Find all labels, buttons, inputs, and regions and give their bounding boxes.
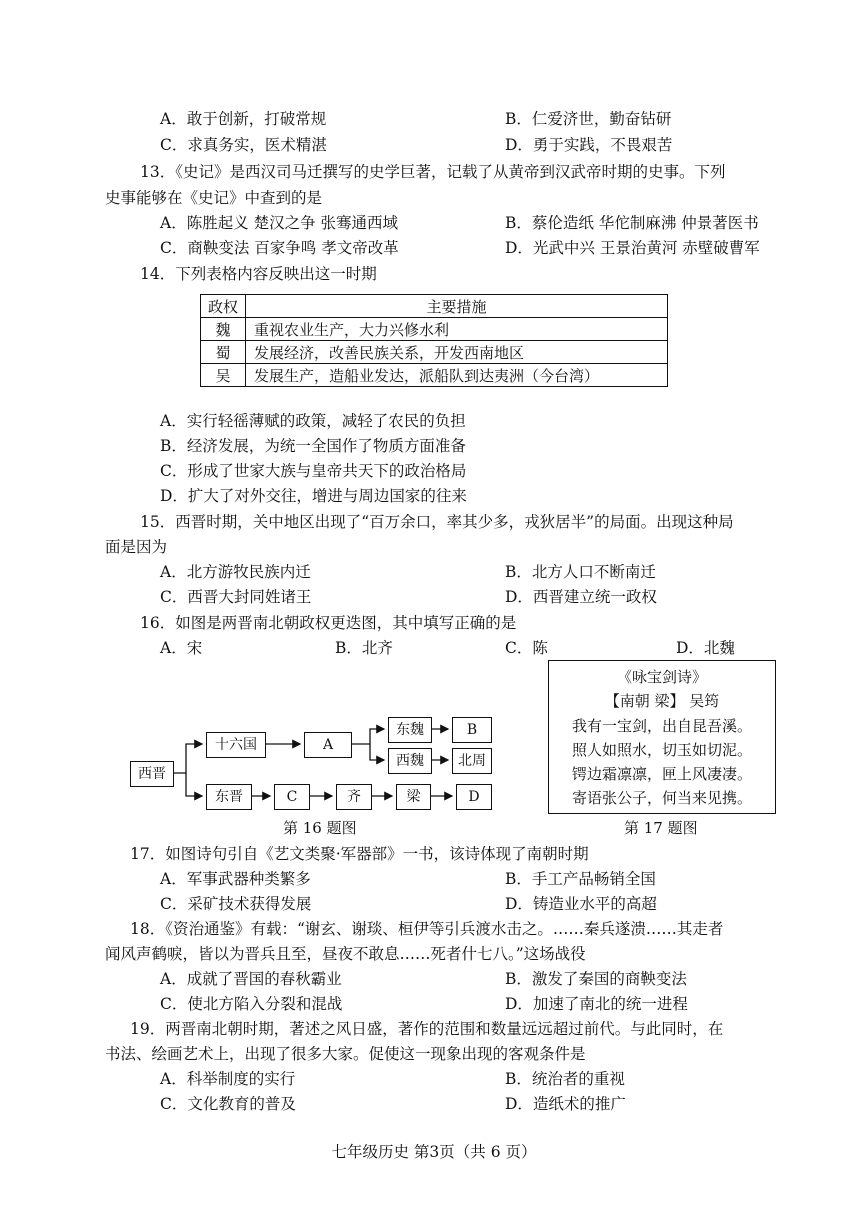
q14-table (200, 294, 668, 387)
q15-option-a: A．北方游牧民族内迁 (160, 563, 311, 581)
q19-option-d: D．造纸术的推广 (505, 1095, 626, 1113)
q16-figure-caption: 第 16 题图 (283, 819, 357, 837)
poem-line: 寄语张公子，何当来见携。 (571, 789, 752, 807)
q17-option-a: A．军事武器种类繁多 (160, 870, 311, 888)
poem-title: 《咏宝剑诗》 (616, 668, 707, 686)
node-d: D (456, 784, 492, 810)
node-dongwei: 东魏 (388, 717, 432, 743)
q17-option-c: C．采矿技术获得发展 (160, 895, 312, 913)
q18-option-c: C．使北方陷入分裂和混战 (160, 995, 343, 1013)
table-cell: 吴 (201, 364, 246, 387)
node-beizhou: 北周 (452, 748, 492, 774)
q12-option-a: A．敢于创新，打破常规 (160, 110, 327, 128)
q14-option-c: C．形成了世家大族与皇帝共天下的政治格局 (160, 462, 467, 480)
node-dongjin: 东晋 (206, 784, 252, 810)
q19-option-b: B．统治者的重视 (505, 1070, 625, 1088)
table-cell: 魏 (201, 318, 246, 341)
node-liang: 梁 (396, 784, 431, 810)
q18-option-a: A．成就了晋国的春秋霸业 (160, 970, 342, 988)
node-xiwei: 西魏 (388, 748, 432, 774)
poem-author: 【南朝 梁】 吴筠 (604, 692, 720, 710)
q13-option-a: A．陈胜起义 楚汉之争 张骞通西域 (160, 214, 399, 232)
q16-option-d: D．北魏 (676, 639, 735, 657)
q19-stem-line1: 19．两晋南北朝时期，著述之风日盛，著作的范围和数量远远超过前代。与此同时，在 (130, 1020, 724, 1038)
q19-stem-line2: 书法、绘画艺术上，出现了很多大家。促使这一现象出现的客观条件是 (105, 1045, 586, 1063)
node-c: C (274, 784, 310, 810)
q17-poem-box (548, 660, 776, 814)
node-shiliuguo: 十六国 (206, 732, 266, 758)
diagram-connectors (124, 712, 504, 822)
q15-stem-line1: 15．西晋时期，关中地区出现了“百万余口，率其少多，戎狄居半”的局面。出现这种局 (140, 513, 734, 531)
q19-option-a: A．科举制度的实行 (160, 1070, 296, 1088)
table-header: 主要措施 (246, 295, 668, 318)
table-row (201, 364, 668, 387)
node-a: A (304, 732, 352, 758)
table-cell: 蜀 (201, 341, 246, 364)
table-cell: 发展经济，改善民族关系，开发西南地区 (246, 341, 668, 364)
table-cell: 发展生产，造船业发达，派船队到达夷洲（今台湾） (246, 364, 668, 387)
q15-option-c: C．西晋大封同姓诸王 (160, 588, 312, 606)
table-row (201, 318, 668, 341)
q12-option-b: B．仁爱济世，勤奋钻研 (505, 110, 672, 128)
node-xijin: 西晋 (130, 761, 174, 787)
q13-stem-line1: 13．《史记》是西汉司马迁撰写的史学巨著，记载了从黄帝到汉武帝时期的史事。下列 (140, 163, 726, 181)
q16-option-c: C．陈 (505, 639, 548, 657)
q18-stem-line2: 闻风声鹤唳，皆以为晋兵且至，昼夜不敢息……死者什七八。”这场战役 (105, 945, 586, 963)
q16-option-a: A．宋 (160, 639, 203, 657)
q15-option-b: B．北方人口不断南迁 (505, 563, 656, 581)
q16-stem: 16．如图是两晋南北朝政权更迭图，其中填写正确的是 (140, 614, 517, 632)
q18-option-b: B．激发了秦国的商鞅变法 (505, 970, 687, 988)
q14-option-b: B．经济发展，为统一全国作了物质方面准备 (160, 437, 466, 455)
q12-option-c: C．求真务实，医术精湛 (160, 136, 327, 154)
q17-option-b: B．手工产品畅销全国 (505, 870, 656, 888)
q17-option-d: D．铸造业水平的高超 (505, 895, 657, 913)
page-footer: 七年级历史 第3页（共 6 页） (331, 1143, 537, 1161)
q14-option-a: A．实行轻徭薄赋的政策，减轻了农民的负担 (160, 412, 466, 430)
q13-option-b: B．蔡伦造纸 华佗制麻沸 仲景著医书 (505, 214, 759, 232)
table-row (201, 341, 668, 364)
q19-option-c: C．文化教育的普及 (160, 1095, 296, 1113)
poem-line: 锷边霜凛凛，匣上风凄凄。 (571, 765, 752, 783)
node-b: B (452, 717, 492, 743)
q14-option-d: D．扩大了对外交往，增进与周边国家的往来 (160, 487, 467, 505)
node-qi: 齐 (336, 784, 372, 810)
q15-stem-line2: 面是因为 (105, 538, 168, 556)
table-cell: 重视农业生产，大力兴修水利 (246, 318, 668, 341)
q13-option-c: C．商鞅变法 百家争鸣 孝文帝改革 (160, 239, 399, 257)
q18-stem-line1: 18．《资治通鉴》有载：“谢玄、谢琰、桓伊等引兵渡水击之。……秦兵遂溃……其走者 (130, 920, 724, 938)
q15-option-d: D．西晋建立统一政权 (505, 588, 657, 606)
regime-succession-diagram (124, 712, 504, 822)
q18-option-d: D．加速了南北的统一进程 (505, 995, 688, 1013)
table-header: 政权 (201, 295, 246, 318)
q12-option-d: D．勇于实践，不畏艰苦 (505, 136, 673, 154)
poem-line: 照人如照水，切玉如切泥。 (571, 741, 752, 759)
q16-option-b: B．北齐 (335, 639, 393, 657)
q17-figure-caption: 第 17 题图 (624, 819, 698, 837)
q17-stem: 17．如图诗句引自《艺文类聚·军器部》一书，该诗体现了南朝时期 (130, 845, 589, 863)
q13-stem-line2: 史事能够在《史记》中查到的是 (105, 189, 323, 207)
q13-option-d: D．光武中兴 王景治黄河 赤壁破曹军 (505, 239, 760, 257)
table-header-row (201, 295, 668, 318)
poem-line: 我有一宝剑，出自昆吾溪。 (571, 717, 752, 735)
q14-stem: 14．下列表格内容反映出这一时期 (140, 265, 377, 283)
